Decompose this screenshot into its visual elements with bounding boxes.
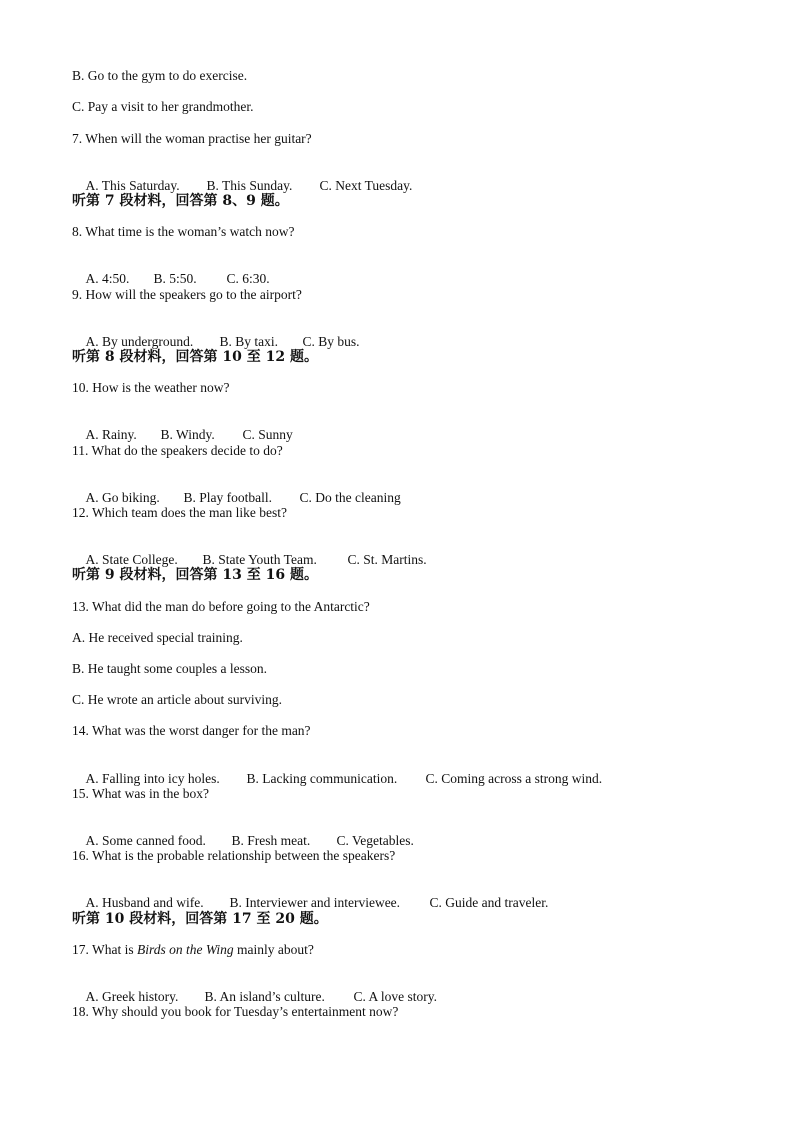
q14-option-b: B. Lacking communication. [246, 771, 398, 786]
q16-option-b: B. Interviewer and interviewee. [229, 895, 401, 910]
q15-option-a: A. Some canned food. [85, 833, 206, 848]
question-9: 9. How will the speakers go to the airport? [72, 287, 302, 302]
q13-option-c: C. He wrote an article about surviving. [72, 692, 282, 707]
q17-option-b: B. An island’s culture. [204, 989, 325, 1004]
question-17-suffix: mainly about? [233, 942, 314, 957]
q8-option-c: C. 6:30. [226, 271, 270, 286]
section-heading-8: 听第 8 段材料，回答第 10 至 12 题。 [72, 349, 318, 365]
q11-option-c: C. Do the cleaning [299, 490, 401, 505]
question-16: 16. What is the probable relationship between the speakers? [72, 848, 396, 863]
q9-option-b: B. By taxi. [219, 334, 279, 349]
question-8: 8. What time is the woman’s watch now? [72, 224, 295, 239]
q17-option-a: A. Greek history. [85, 989, 179, 1004]
q10-option-b: B. Windy. [160, 427, 215, 442]
q16-option-a: A. Husband and wife. [85, 895, 204, 910]
q15-option-b: B. Fresh meat. [231, 833, 311, 848]
q8-option-b: B. 5:50. [153, 271, 197, 286]
q15-option-c: C. Vegetables. [336, 833, 414, 848]
q10-option-c: C. Sunny [242, 427, 293, 442]
question-11: 11. What do the speakers decide to do? [72, 443, 283, 458]
q6-option-b: B. Go to the gym to do exercise. [72, 68, 248, 83]
q9-option-a: A. By underground. [85, 334, 194, 349]
question-12: 12. Which team does the man like best? [72, 505, 287, 520]
q11-option-a: A. Go biking. [85, 490, 160, 505]
q12-option-c: C. St. Martins. [347, 552, 427, 567]
q11-option-b: B. Play football. [183, 490, 272, 505]
section-heading-7: 听第 7 段材料，回答第 8、9 题。 [72, 193, 289, 209]
question-15: 15. What was in the box? [72, 786, 209, 801]
q9-option-c: C. By bus. [302, 334, 360, 349]
q7-option-c: C. Next Tuesday. [319, 178, 413, 193]
q12-option-b: B. State Youth Team. [202, 552, 317, 567]
q16-option-c: C. Guide and traveler. [429, 895, 549, 910]
q8-option-a: A. 4:50. [85, 271, 130, 286]
section-heading-10: 听第 10 段材料，回答第 17 至 20 题。 [72, 911, 328, 927]
section-heading-9: 听第 9 段材料，回答第 13 至 16 题。 [72, 567, 318, 583]
question-17-prefix: 17. What is [72, 942, 137, 957]
question-7: 7. When will the woman practise her guitar? [72, 131, 312, 146]
question-10: 10. How is the weather now? [72, 380, 230, 395]
question-17 [72, 942, 314, 958]
q12-option-a: A. State College. [85, 552, 178, 567]
question-13: 13. What did the man do before going to the Antarctic? [72, 599, 370, 614]
q10-option-a: A. Rainy. [85, 427, 137, 442]
q14-option-a: A. Falling into icy holes. [85, 771, 220, 786]
question-17-title: Birds on the Wing [137, 942, 234, 957]
q6-option-c: C. Pay a visit to her grandmother. [72, 99, 254, 114]
question-14: 14. What was the worst danger for the man? [72, 723, 311, 738]
q13-option-b: B. He taught some couples a lesson. [72, 661, 267, 676]
question-18: 18. Why should you book for Tuesday’s entertainment now? [72, 1004, 399, 1019]
q7-option-a: A. This Saturday. [85, 178, 180, 193]
q13-option-a: A. He received special training. [72, 630, 243, 645]
q17-option-c: C. A love story. [353, 989, 438, 1004]
q14-option-c: C. Coming across a strong wind. [425, 771, 603, 786]
q7-option-b: B. This Sunday. [206, 178, 293, 193]
